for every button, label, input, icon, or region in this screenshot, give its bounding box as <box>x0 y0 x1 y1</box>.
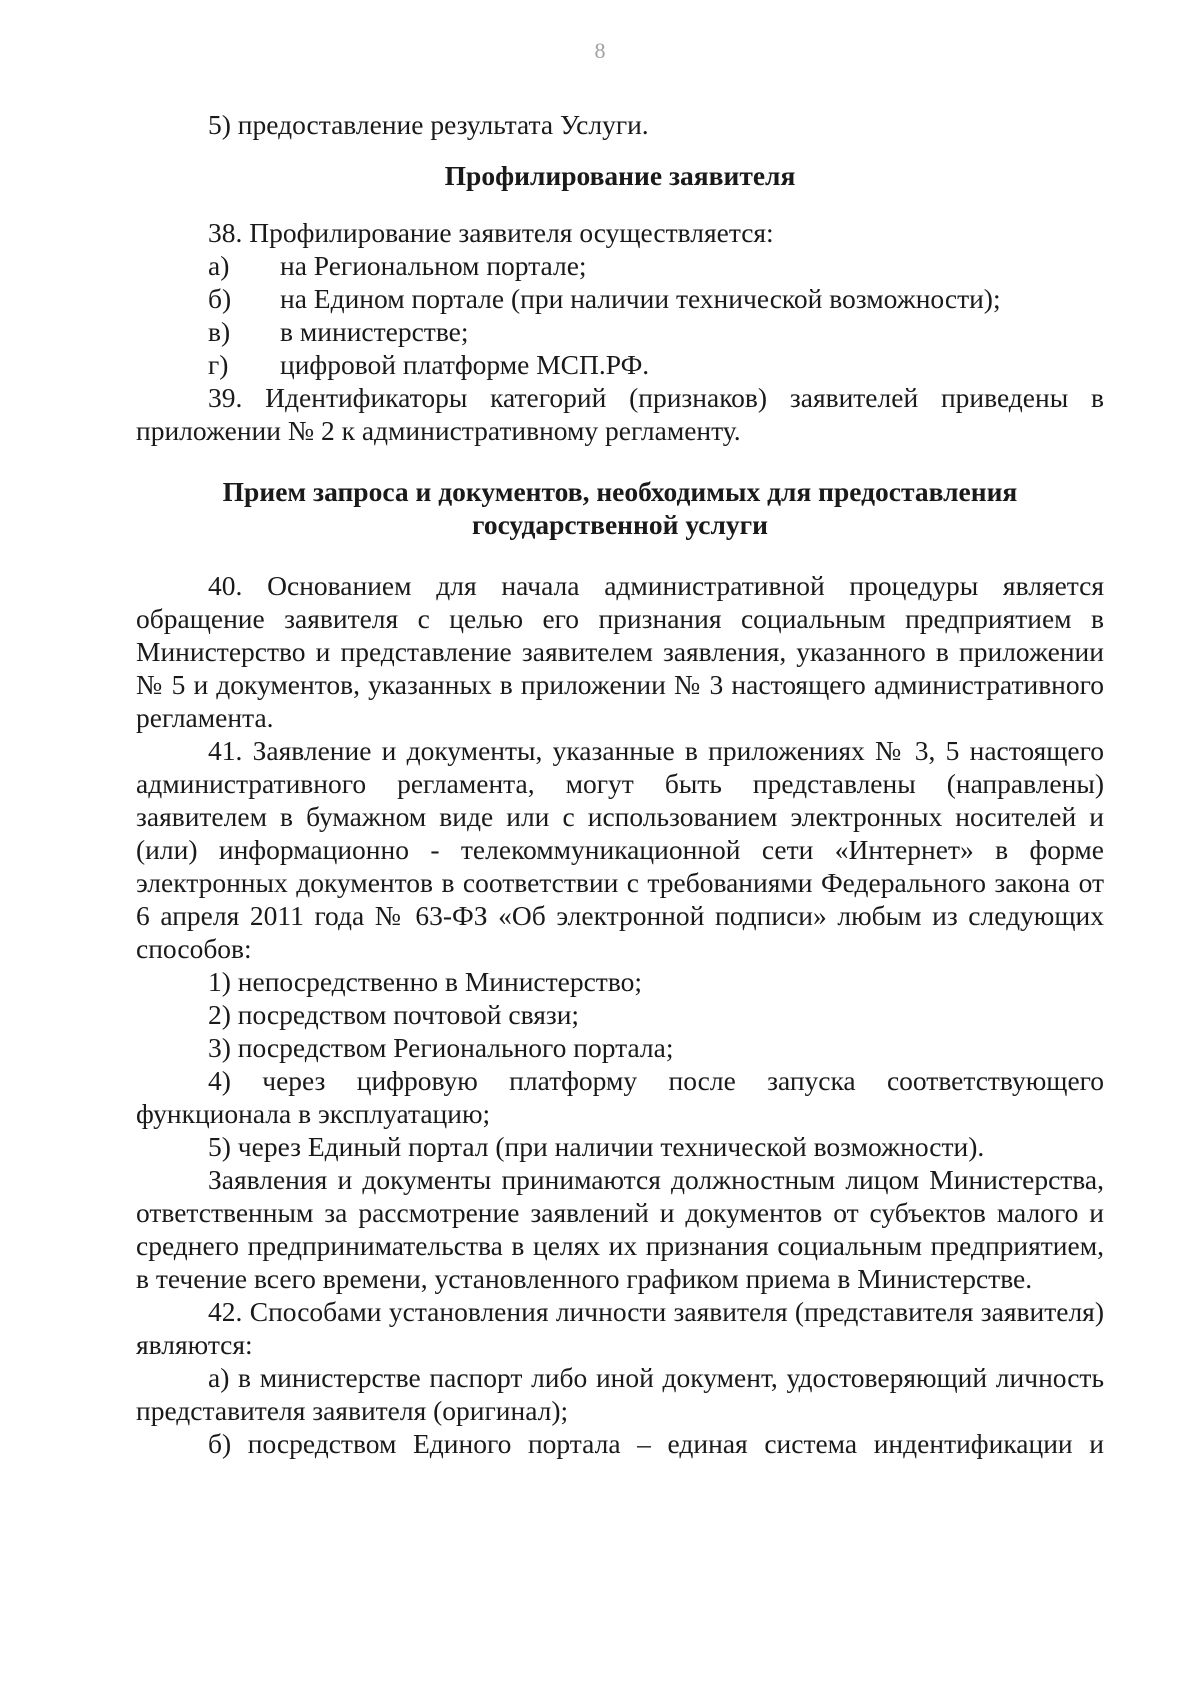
list-item-text: на Едином портале (при наличии технической возможности); <box>280 283 1001 314</box>
list-marker: г) <box>208 349 229 380</box>
document-body <box>136 108 1104 1460</box>
page-number: 8 <box>594 38 606 63</box>
list-item-text: в министерстве; <box>280 316 469 347</box>
method-item-1: 1) непосредственно в Министерство; <box>208 966 643 997</box>
heading-request-reception: Прием запроса и документов, необходимых для предоставления государственной услуги <box>222 476 1018 540</box>
list-item-text: на Региональном портале; <box>280 250 587 281</box>
paragraph-38: 38. Профилирование заявителя осуществляется: <box>208 217 774 248</box>
list-item-g <box>136 348 1104 381</box>
list-marker: в) <box>208 316 231 347</box>
list-item-a <box>136 249 1104 282</box>
list-item-v <box>136 315 1104 348</box>
list-marker: б) <box>208 283 232 314</box>
method-item-5: 5) через Единый портал (при наличии технической возможности). <box>208 1131 985 1162</box>
identity-method-b: б) посредством Единого портала – единая система индентификации и <box>208 1428 1104 1459</box>
paragraph-40: 40. Основанием для начала административной процедуры является обращение заявителя с целью его признания социальным предприятием в Министерство и представление заявителем заявления, указанного в приложении № 5 и документов, указанных в приложении № 3 настоящего административного регламента. <box>136 570 1104 733</box>
paragraph-result: 5) предоставление результата Услуги. <box>208 109 649 140</box>
method-item-4: 4) через цифровую платформу после запуска соответствующего функционала в эксплуатацию; <box>136 1065 1104 1129</box>
paragraph-41: 41. Заявление и документы, указанные в приложениях № 3, 5 настоящего административного регламента, могут быть представлены (направлены) заявителем в бумажном виде или с использованием электронных носителей и (или) информационно - телекоммуникационной сети «Интернет» в форме электронных документов в соответствии с требованиями Федерального закона от 6 апреля 2011 года № 63-ФЗ «Об электронной подписи» любым из следующих способов: <box>136 735 1104 964</box>
method-item-2: 2) посредством почтовой связи; <box>208 999 580 1030</box>
paragraph-42: 42. Способами установления личности заявителя (представителя заявителя) являются: <box>136 1296 1104 1360</box>
method-item-3: 3) посредством Регионального портала; <box>208 1032 674 1063</box>
paragraph-acceptance: Заявления и документы принимаются должностным лицом Министерства, ответственным за рассмотрение заявлений и документов от субъектов малого и среднего предпринимательства в целях их признания социальным предприятием, в течение всего времени, установленного графиком приема в Министерстве. <box>136 1164 1104 1294</box>
list-marker: а) <box>208 250 230 281</box>
list-item-b <box>136 282 1104 315</box>
list-item-text: цифровой платформе МСП.РФ. <box>280 349 650 380</box>
identity-method-a: а) в министерстве паспорт либо иной документ, удостоверяющий личность представителя заявителя (оригинал); <box>136 1362 1104 1426</box>
paragraph-39: 39. Идентификаторы категорий (признаков) заявителей приведены в приложении № 2 к административному регламенту. <box>136 382 1104 446</box>
heading-profiling: Профилирование заявителя <box>444 160 796 191</box>
